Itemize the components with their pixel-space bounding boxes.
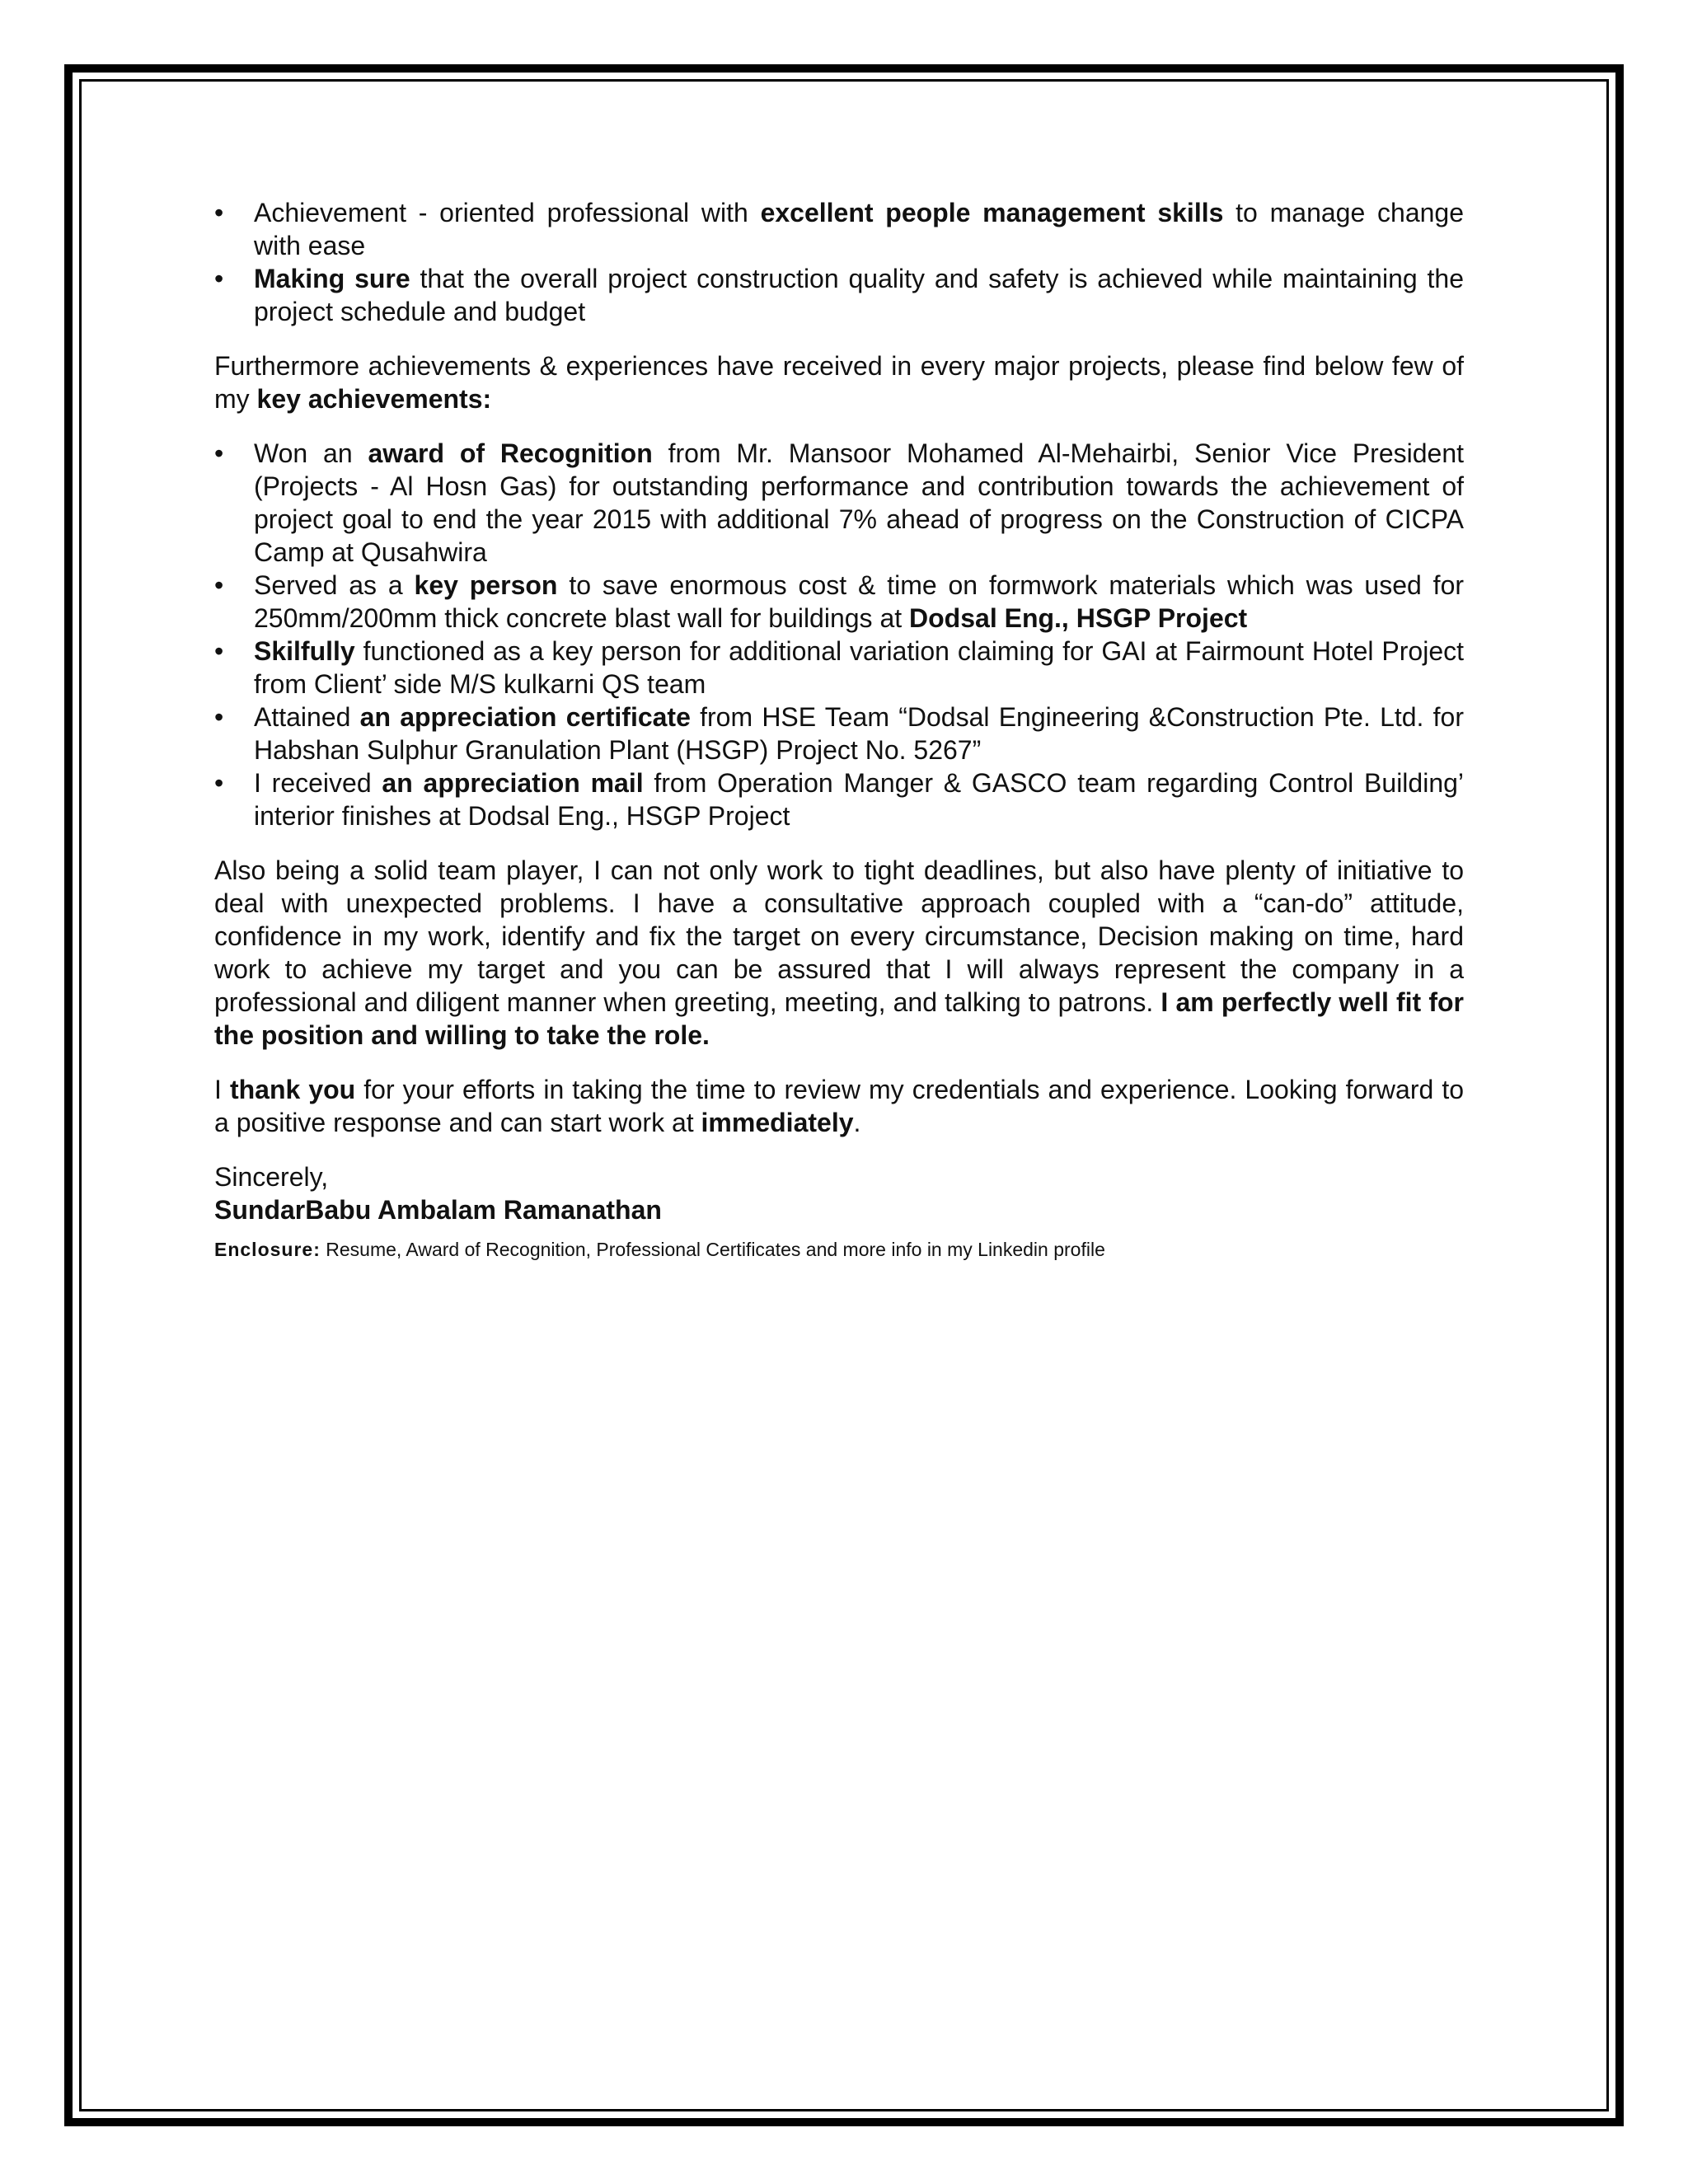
thanks-post: . bbox=[853, 1108, 861, 1137]
list-item bbox=[214, 262, 1464, 328]
item-text: Attained bbox=[254, 702, 360, 732]
intro-bold: key achievements: bbox=[256, 384, 492, 414]
bold-text: excellent people management skills bbox=[760, 198, 1224, 227]
thanks-paragraph bbox=[214, 1073, 1464, 1139]
bold-text: award of Recognition bbox=[368, 438, 653, 468]
bold-text: Making sure bbox=[254, 264, 410, 293]
list-item bbox=[214, 196, 1464, 262]
list-item bbox=[214, 437, 1464, 569]
enclosure-line bbox=[214, 1236, 1464, 1263]
bold-text: Skilfully bbox=[254, 636, 355, 666]
signature-name bbox=[214, 1193, 1464, 1226]
item-text: from HSE Team “Dodsal Engineering &Construction Pte. Ltd. for Habshan Sulphur Granulation Plant (HSGP) Project No. 5267” bbox=[254, 702, 1464, 765]
item-text: Served as a bbox=[254, 570, 415, 600]
bold-text: key person bbox=[414, 570, 558, 600]
list-item bbox=[214, 569, 1464, 635]
list-item bbox=[214, 701, 1464, 766]
item-text: to save enormous cost & time on formwork materials which was used for 250mm/200mm thick concrete blast wall for buildings at bbox=[254, 570, 1465, 633]
thanks-pre: I bbox=[214, 1075, 230, 1104]
item-text: to manage change with ease bbox=[254, 198, 1465, 260]
bold-text: an appreciation certificate bbox=[359, 702, 691, 732]
team-bold: I am perfectly well fit for the position and willing to take the role. bbox=[214, 987, 1465, 1050]
bold-text: an appreciation mail bbox=[382, 768, 644, 798]
thanks-mid: for your efforts in taking the time to review my credentials and experience. Looking forward to a positive response and can start work at bbox=[214, 1075, 1465, 1137]
item-text: from Mr. Mansoor Mohamed Al-Mehairbi, Senior Vice President (Projects - Al Hosn Gas) for outstanding performance and contribution towards the achievement of project goal to end the year 2015 with additional 7% ahead of progress on the Construction of CICPA Camp at Qusahwira bbox=[254, 438, 1465, 567]
team-text: Also being a solid team player, I can not only work to tight deadlines, but also have plenty of initiative to deal with unexpected problems. I have a consultative approach coupled with a “can-do” attitude, confidence in my work, identify and fix the target on every circumstance, Decision making on time, hard work to achieve my target and you can be assured that I will always represent the company in a professional and diligent manner when greeting, meeting, and talking to patrons. bbox=[214, 855, 1464, 1017]
list-item bbox=[214, 635, 1464, 701]
item-text: from Operation Manger & GASCO team regarding Control Building’ interior finishes at Dodsal Eng., HSGP Project bbox=[254, 768, 1465, 831]
top-bullet-list bbox=[214, 196, 1464, 328]
item-text: that the overall project construction quality and safety is achieved while maintaining the project schedule and budget bbox=[254, 264, 1465, 326]
signature-name-text: SundarBabu Ambalam Ramanathan bbox=[214, 1195, 662, 1225]
enclosure-label: Enclosure: bbox=[214, 1239, 321, 1260]
letter-body bbox=[214, 196, 1464, 1263]
thanks-bold-1: thank you bbox=[229, 1075, 356, 1104]
closing: Sincerely, bbox=[214, 1162, 329, 1192]
bold-text: Dodsal Eng., HSGP Project bbox=[909, 603, 1248, 633]
item-text: Achievement - oriented professional with bbox=[254, 198, 761, 227]
team-paragraph bbox=[214, 854, 1464, 1052]
item-text: functioned as a key person for additional variation claiming for GAI at Fairmount Hotel Project from Client’ side M/S kulkarni QS team bbox=[254, 636, 1464, 699]
list-item bbox=[214, 766, 1464, 832]
item-text: Won an bbox=[254, 438, 368, 468]
intro-paragraph bbox=[214, 349, 1464, 415]
achievements-list bbox=[214, 437, 1464, 832]
thanks-bold-2: immediately bbox=[701, 1108, 854, 1137]
intro-text: Furthermore achievements & experiences have received in every major projects, please find below few of my bbox=[214, 351, 1464, 414]
item-text: I received bbox=[254, 768, 382, 798]
enclosure-text: Resume, Award of Recognition, Professional Certificates and more info in my Linkedin profile bbox=[320, 1239, 1105, 1260]
